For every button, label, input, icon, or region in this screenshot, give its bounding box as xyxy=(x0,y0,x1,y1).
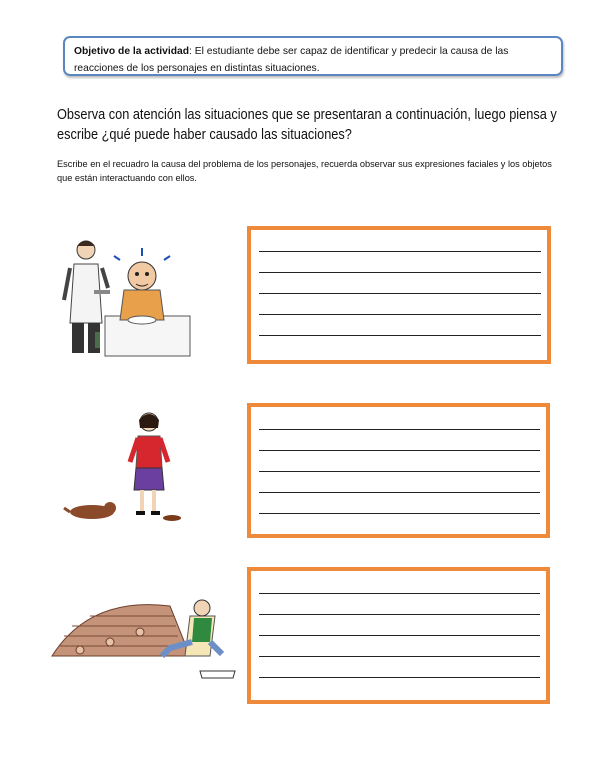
answer-line[interactable] xyxy=(259,677,540,678)
waiter-and-diner-picture xyxy=(50,228,200,368)
answer-line[interactable] xyxy=(259,471,540,472)
objective-label: Objetivo de la actividad xyxy=(74,46,190,57)
man-near-firewood-picture xyxy=(50,586,240,686)
answer-box-3[interactable] xyxy=(247,567,550,704)
answer-line[interactable] xyxy=(259,492,540,493)
answer-line[interactable] xyxy=(259,593,540,594)
objective-text: : El estudiante debe ser capaz de identificar y predecir la causa de las reacciones de los personajes en distintas situaciones. xyxy=(74,46,509,74)
answer-line[interactable] xyxy=(259,450,540,451)
answer-line[interactable] xyxy=(259,272,541,273)
answer-line[interactable] xyxy=(259,293,541,294)
answer-line[interactable] xyxy=(259,513,540,514)
answer-line[interactable] xyxy=(259,429,540,430)
answer-line[interactable] xyxy=(259,251,541,252)
answer-line[interactable] xyxy=(259,635,540,636)
instructions-text: Escribe en el recuadro la causa del problema de los personajes, recuerda observar sus expresiones faciales y los objetos que están interactuando con ellos. xyxy=(57,159,552,183)
objective-box xyxy=(63,36,563,76)
activity-heading: Observa con atención las situaciones que se presentaran a continuación, luego piensa y escribe ¿qué puede haber causado las situaciones? xyxy=(57,106,557,143)
answer-line[interactable] xyxy=(259,656,540,657)
answer-line[interactable] xyxy=(259,314,541,315)
answer-box-2[interactable] xyxy=(247,403,550,538)
answer-line[interactable] xyxy=(259,614,540,615)
answer-line[interactable] xyxy=(259,335,541,336)
woman-and-dog-picture xyxy=(52,408,202,526)
answer-box-1[interactable] xyxy=(247,226,551,364)
